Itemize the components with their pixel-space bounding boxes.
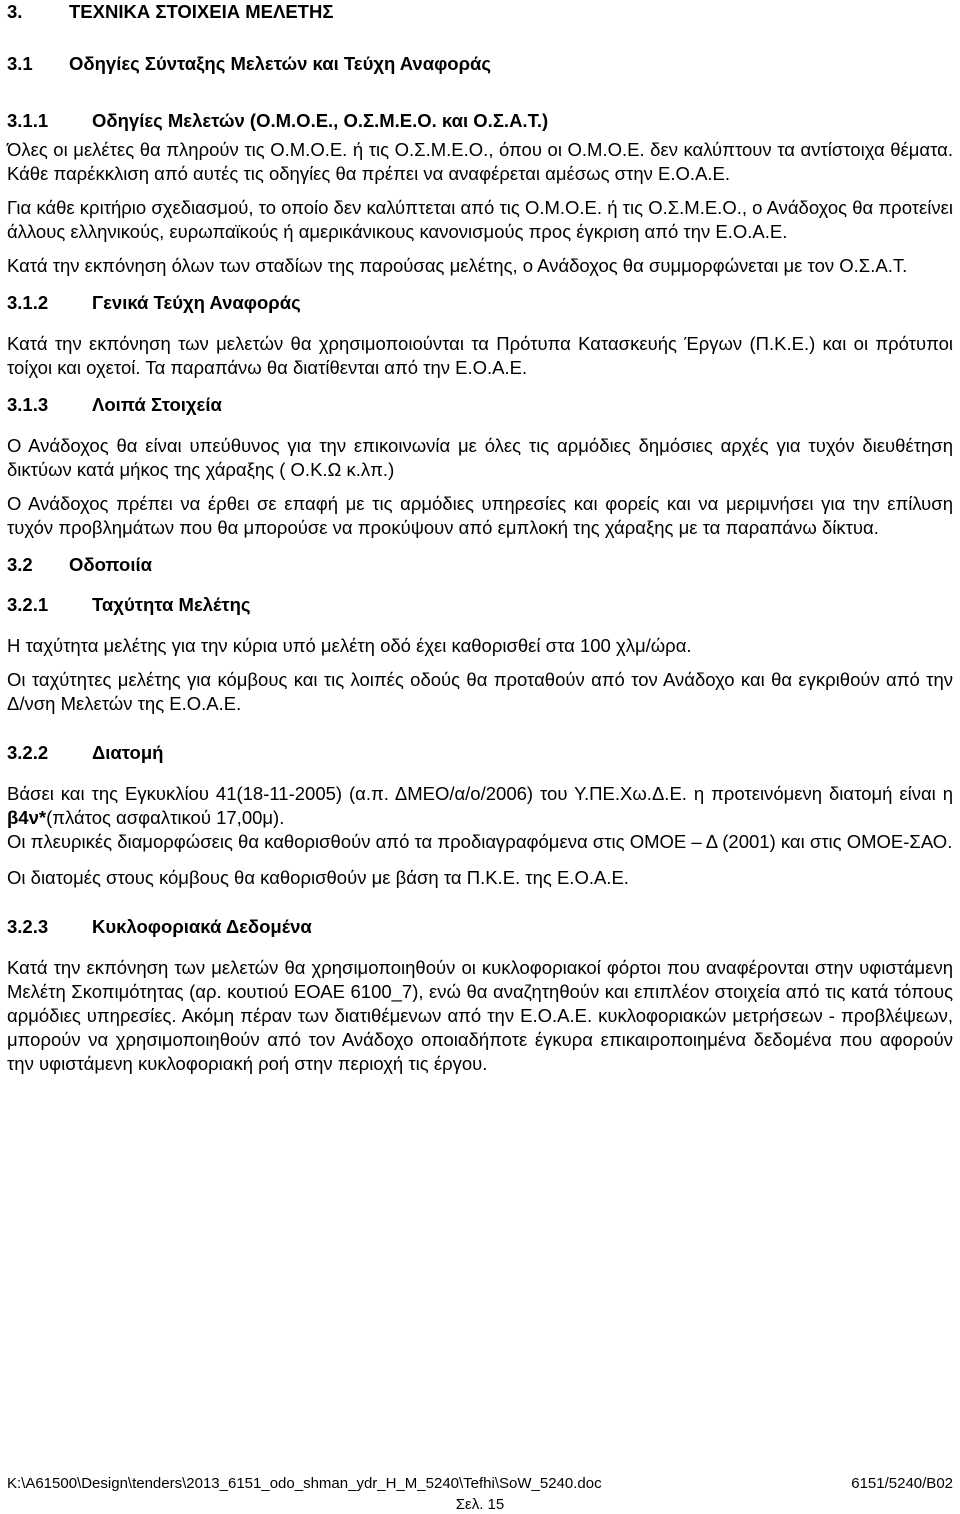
heading-number: 3.1 [7,53,33,74]
text-run: (πλάτος ασφαλτικού 17,00μ). [46,807,285,828]
heading-3-1-1 [7,110,953,132]
paragraph: Ο Ανάδοχος πρέπει να έρθει σε επαφή με τις αρμόδιες υπηρεσίες και φορείς και να μεριμνήσει για την επίλυση τυχόν προβλημάτων που θα μπορούσε να προκύψουν από εμπλοκή της χάραξης με τα παραπάνω δίκτυα. [7,493,953,538]
file-path: K:\A61500\Design\tenders\2013_6151_odo_shman_ydr_H_M_5240\Tefhi\SoW_5240.doc [7,1475,602,1492]
heading-title: Οδηγίες Σύνταξης Μελετών και Τεύχη Αναφοράς [69,53,492,74]
paragraph: Κατά την εκπόνηση των μελετών θα χρησιμοποιούνται τα Πρότυπα Κατασκευής Έργων (Π.Κ.Ε.) και οι πρότυποι τοίχοι και οχετοί. Τα παραπάνω θα διατίθενται από την Ε.Ο.Α.Ε. [7,333,953,378]
heading-3-1-2 [7,292,953,314]
paragraph [7,782,953,830]
paragraph: Η ταχύτητα μελέτης για την κύρια υπό μελέτη οδό έχει καθορισθεί στα 100 χλμ/ώρα. [7,635,692,656]
heading-3-1-3 [7,394,953,416]
heading-3-2-1 [7,594,953,616]
heading-title: Οδηγίες Μελετών (Ο.Μ.Ο.Ε., Ο.Σ.Μ.Ε.Ο. και Ο.Σ.Α.Τ.) [92,110,549,131]
document-page [7,0,953,1076]
heading-number: 3.2 [7,554,33,575]
paragraph: Κατά την εκπόνηση των μελετών θα χρησιμοποιηθούν οι κυκλοφοριακοί φόρτοι που αναφέρονται στην υφιστάμενη Μελέτη Σκοπιμότητας (αρ. κουτιού ΕΟΑΕ 6100_7), ενώ θα αναζητηθούν και επιπλέον στοιχεία από τις κατά τόπους αρμόδιες υπηρεσίες. Ακόμη πέραν των διατιθέμενων από την Ε.Ο.Α.Ε. κυκλοφοριακών μετρήσεων - προβλέψεων, μπορούν να χρησιμοποιηθούν από τον Ανάδοχο οποιαδήποτε έγκυρα επικαιροποιημένα δεδομένα που αφορούν την υφιστάμενη κυκλοφοριακή ροή στην περιοχή τις έργου. [7,957,953,1074]
heading-number: 3.1.2 [7,292,49,313]
heading-number: 3.2.2 [7,742,49,763]
heading-number: 3.1.1 [7,110,49,131]
heading-number: 3.2.1 [7,594,49,615]
heading-title: Ταχύτητα Μελέτης [92,594,251,615]
cross-section-code: β4ν* [7,807,47,828]
paragraph: Κατά την εκπόνηση όλων των σταδίων της παρούσας μελέτης, ο Ανάδοχος θα συμμορφώνεται με τον Ο.Σ.Α.Τ. [7,255,908,276]
heading-title: Οδοποιία [69,554,152,575]
heading-title: Κυκλοφοριακά Δεδομένα [92,916,312,937]
heading-title: ΤΕΧΝΙΚΑ ΣΤΟΙΧΕΙΑ ΜΕΛΕΤΗΣ [69,1,334,22]
heading-number: 3. [7,1,23,22]
heading-3-1 [7,53,953,75]
paragraph: Για κάθε κριτήριο σχεδιασμού, το οποίο δεν καλύπτεται από τις Ο.Μ.Ο.Ε. ή τις Ο.Σ.Μ.Ε.Ο., ο Ανάδοχος θα προτείνει άλλους ελληνικούς, ευρωπαϊκούς ή αμερικάνικους κανονισμούς προς έγκριση από την Ε.Ο.Α.Ε. [7,197,953,242]
text-run: Βάσει και της Εγκυκλίου 41(18-11-2005) (α.π. ΔΜΕΟ/α/ο/2006) του Υ.ΠΕ.Χω.Δ.Ε. η προτεινόμενη διατομή είναι η [7,783,953,804]
paragraph: Ο Ανάδοχος θα είναι υπεύθυνος για την επικοινωνία με όλες τις αρμόδιες δημόσιες αρχές για τυχόν διευθέτηση δικτύων κατά μήκος της χάραξης ( Ο.Κ.Ω κ.λπ.) [7,435,953,480]
paragraph: Οι ταχύτητες μελέτης για κόμβους και τις λοιπές οδούς θα προταθούν από τον Ανάδοχο και θα εγκριθούν από την Δ/νση Μελετών της Ε.Ο.Α.Ε. [7,669,953,714]
heading-title: Διατομή [92,742,164,763]
heading-number: 3.1.3 [7,394,49,415]
heading-3-2 [7,554,953,576]
paragraph: Όλες οι μελέτες θα πληρούν τις Ο.Μ.Ο.Ε. ή τις Ο.Σ.Μ.Ε.Ο., όπου οι Ο.Μ.Ο.Ε. δεν καλύπτουν τα αντίστοιχα θέματα. Κάθε παρέκκλιση από αυτές τις οδηγίες θα πρέπει να αναφέρεται αμέσως στην Ε.Ο.Α.Ε. [7,139,953,184]
heading-title: Γενικά Τεύχη Αναφοράς [92,292,301,313]
heading-3 [7,1,953,23]
page-number: Σελ. 15 [455,1496,505,1513]
heading-3-2-2 [7,742,953,764]
document-code: 6151/5240/B02 [851,1475,953,1492]
page-footer [7,1475,953,1514]
paragraph: Οι διατομές στους κόμβους θα καθορισθούν με βάση τα Π.Κ.Ε. της Ε.Ο.Α.Ε. [7,867,629,888]
paragraph: Οι πλευρικές διαμορφώσεις θα καθορισθούν από τα προδιαγραφόμενα στις ΟΜΟΕ – Δ (2001) και στις ΟΜΟΕ-ΣΑΟ. [7,831,953,852]
heading-3-2-3 [7,916,953,938]
heading-title: Λοιπά Στοιχεία [92,394,222,415]
heading-number: 3.2.3 [7,916,49,937]
